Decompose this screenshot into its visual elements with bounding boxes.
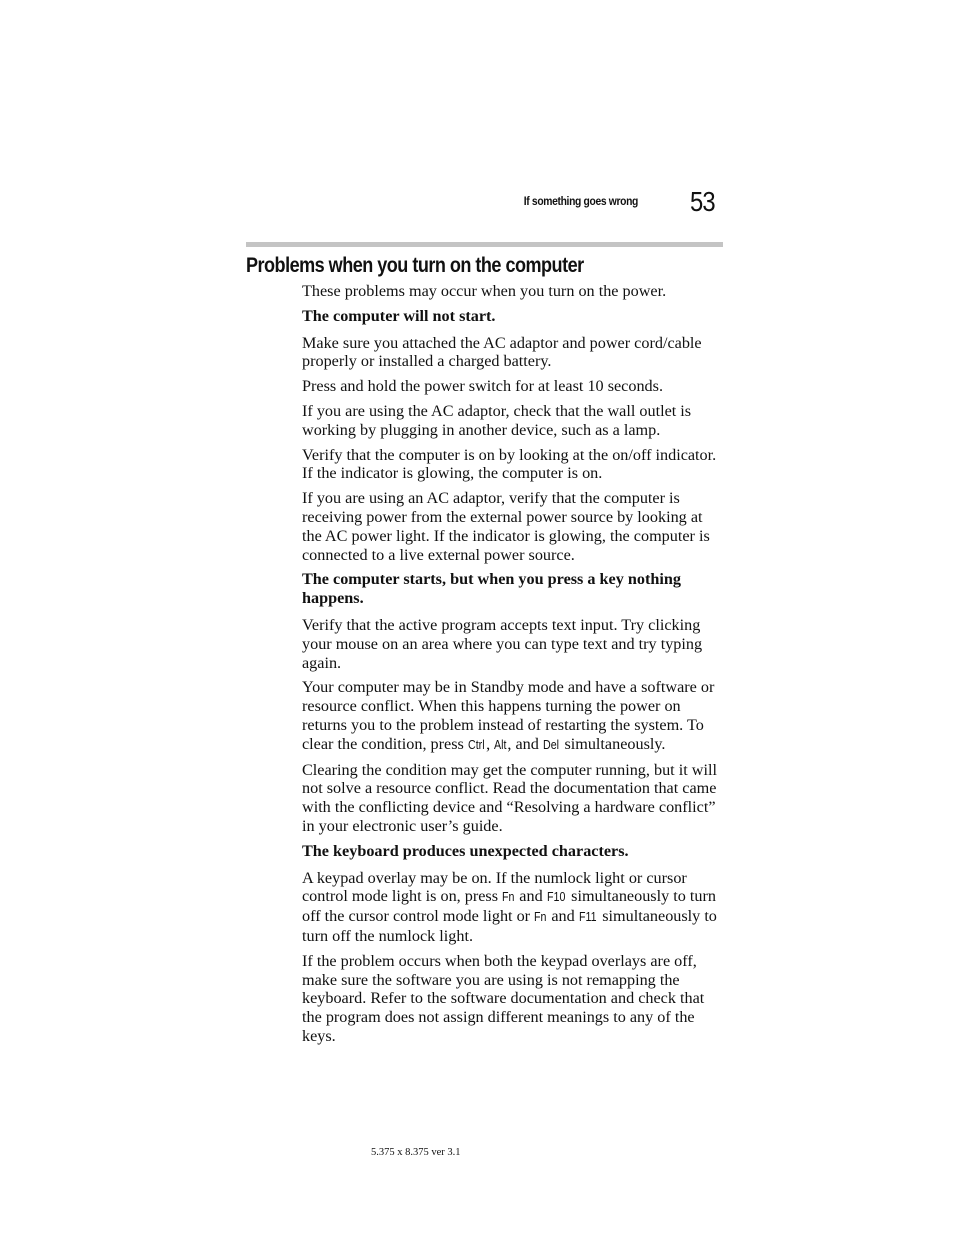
- paragraph-resource-conflict: Clearing the condition may get the computer running, but it will not solve a resource conflict. Read the documentation that came with the conflicting device and “Resolving a hardware conflict” in your electronic user’s guide.: [302, 760, 717, 835]
- key-del: Del: [542, 736, 559, 752]
- paragraph-ac-adaptor: Make sure you attached the AC adaptor and power cord/cable properly or installed a charged battery.: [302, 333, 702, 371]
- problem-heading-no-start: The computer will not start.: [302, 306, 496, 325]
- problem-heading-key-nothing: The computer starts, but when you press a key nothing happens.: [302, 570, 681, 608]
- running-head: If something goes wrong: [523, 194, 638, 208]
- section-rule: [246, 242, 723, 247]
- overlay-text-1: A keypad overlay may be on. If the numlock light or cursor control mode light is on, press: [302, 868, 687, 906]
- key-ctrl: Ctrl: [467, 736, 485, 752]
- intro-paragraph: These problems may occur when you turn on the power.: [302, 282, 667, 300]
- standby-text-4: simultaneously.: [560, 734, 666, 753]
- section-title: Problems when you turn on the computer: [246, 254, 584, 277]
- overlay-text-2: and: [515, 887, 547, 906]
- overlay-text-4: and: [547, 907, 579, 926]
- body-text: [302, 282, 722, 1052]
- key-fn-2: Fn: [534, 909, 547, 925]
- standby-text-3: , and: [507, 734, 543, 753]
- paragraph-keypad-overlay: [302, 869, 722, 946]
- footer-note: 5.375 x 8.375 ver 3.1: [371, 1147, 461, 1158]
- paragraph-remapping: If the problem occurs when both the keypad overlays are off, make sure the software you are using is not remapping the keyboard. Refer to the software documentation and check that the program does not assign different meanings to any of the keys.: [302, 951, 705, 1045]
- key-fn: Fn: [502, 889, 515, 905]
- paragraph-standby-mode: [302, 678, 722, 754]
- standby-text-2: ,: [486, 734, 495, 753]
- paragraph-ac-power-light: If you are using an AC adaptor, verify that the computer is receiving power from the external power source by looking at the AC power light. If the indicator is glowing, the computer is connected to a live external power source.: [302, 489, 710, 564]
- overlay-text-3: simultaneously to turn off the cursor control mode light or: [302, 887, 716, 926]
- overlay-text-5: simultaneously to turn off the numlock light.: [302, 907, 717, 945]
- key-f10: F10: [546, 889, 566, 905]
- standby-text-1: Your computer may be in Standby mode and have a software or resource conflict. When this happens turning the power on returns you to the problem instead of restarting the system. To clear the condition, press: [302, 678, 715, 753]
- paragraph-on-off-indicator: Verify that the computer is on by looking at the on/off indicator. If the indicator is glowing, the computer is on.: [302, 445, 717, 483]
- paragraph-power-switch: Press and hold the power switch for at least 10 seconds.: [302, 377, 663, 396]
- page-number: 53: [690, 186, 715, 217]
- problem-heading-unexpected-chars: The keyboard produces unexpected characters.: [302, 841, 629, 860]
- key-alt: Alt: [494, 736, 507, 752]
- paragraph-wall-outlet: If you are using the AC adaptor, check that the wall outlet is working by plugging in another device, such as a lamp.: [302, 401, 692, 439]
- key-f11: F11: [578, 909, 597, 925]
- paragraph-text-input: Verify that the active program accepts text input. Try clicking your mouse on an area where you can type text and try typing again.: [302, 615, 703, 672]
